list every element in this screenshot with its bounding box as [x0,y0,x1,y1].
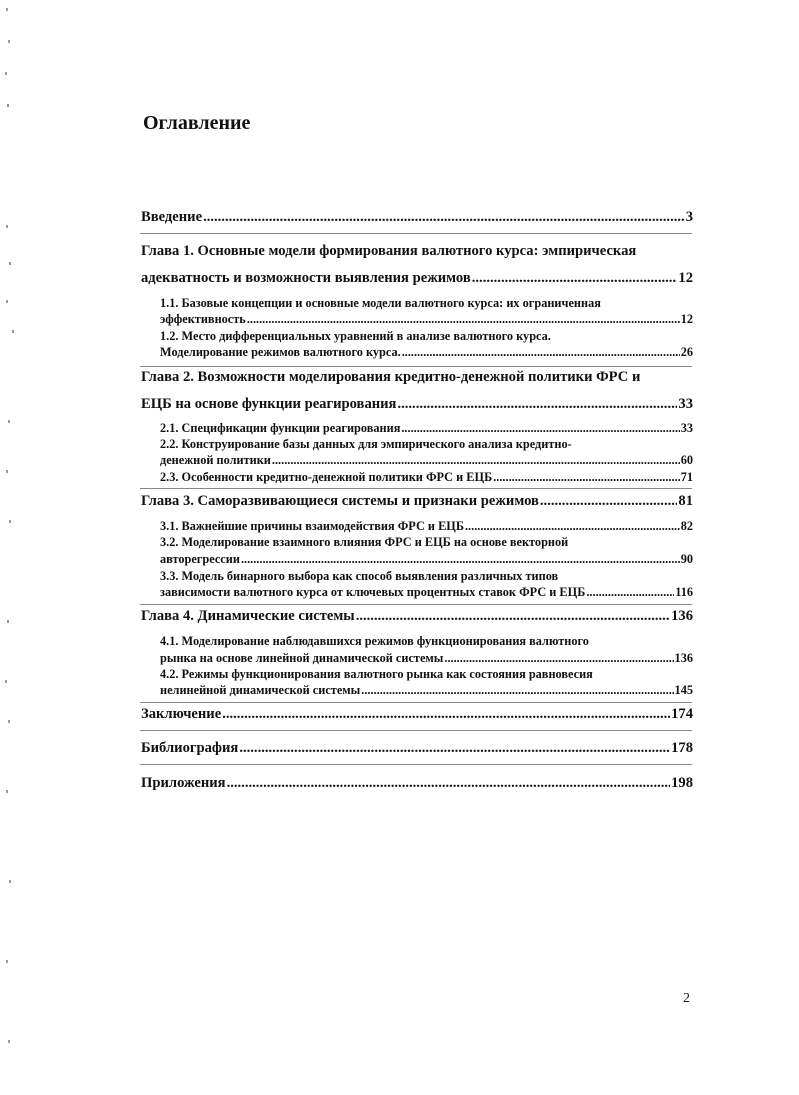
toc-entry-page: 145 [674,683,693,697]
toc-entry-label: денежной политики [160,453,271,467]
toc-entry-page: 116 [675,585,693,599]
toc-entry-page: 178 [671,740,693,756]
toc-entry-chapter-2[interactable] [141,396,693,413]
toc-entry-label: Введение [141,209,203,225]
toc-entry-chapter-4[interactable] [141,608,693,625]
toc-entry-page: 136 [674,651,693,665]
page-title: Оглавление [143,112,251,134]
toc-section-1-2-title[interactable]: 1.2. Место дифференциальных уравнений в анализе валютного курса. [160,329,551,343]
toc-entry-label: Моделирование режимов валютного курса. [160,345,401,359]
toc-entry-chapter-1[interactable] [141,270,693,287]
leader-dots [465,519,680,534]
toc-entry-label: эффективность [160,312,246,326]
divider [140,730,692,731]
toc-entry-page: 71 [680,470,693,484]
toc-entry-section-1-2[interactable] [160,345,693,360]
divider [140,366,692,367]
toc-entry-label: 3.1. Важнейшие причины взаимодействия ФРС и ЕЦБ [160,519,464,533]
leader-dots [241,552,680,567]
toc-entry-section-2-1[interactable] [160,421,693,436]
toc-entry-section-4-1[interactable] [160,651,693,666]
toc-entry-label: Приложения [141,775,226,791]
toc-entry-page: 81 [678,493,693,509]
toc-entry-bibliography[interactable] [141,740,693,757]
divider [140,233,692,234]
divider [140,702,692,703]
toc-entry-page: 33 [680,421,693,435]
toc-entry-page: 60 [680,453,693,467]
toc-chapter-1-title[interactable]: Глава 1. Основные модели формирования валютного курса: эмпирическая [141,243,637,259]
leader-dots [239,740,670,757]
toc-entry-section-3-1[interactable] [160,519,693,534]
toc-section-3-3-title[interactable]: 3.3. Модель бинарного выбора как способ выявления различных типов [160,569,559,583]
divider [140,604,692,605]
toc-entry-label: ЕЦБ на основе функции реагирования [141,396,397,412]
toc-entry-label: 2.3. Особенности кредитно-денежной политики ФРС и ЕЦБ [160,470,493,484]
toc-entry-appendices[interactable] [141,775,693,792]
toc-entry-page: 3 [685,209,693,225]
toc-entry-label: адекватность и возможности выявления режимов [141,270,471,286]
toc-entry-page: 174 [671,706,693,722]
toc-entry-section-2-2[interactable] [160,453,693,468]
toc-entry-section-4-2[interactable] [160,683,693,698]
toc-chapter-2-title[interactable]: Глава 2. Возможности моделирования кредитно-денежной политики ФРС и [141,369,641,385]
toc-entry-label: Заключение [141,706,222,722]
leader-dots [247,312,680,327]
leader-dots [493,470,680,485]
leader-dots [586,585,674,600]
toc-entry-page: 90 [680,552,693,566]
toc-entry-page: 82 [680,519,693,533]
toc-entry-chapter-3[interactable] [141,493,693,510]
toc-entry-conclusion[interactable] [141,706,693,723]
leader-dots [402,345,680,360]
leader-dots [227,775,671,792]
leader-dots [401,421,679,436]
leader-dots [472,270,678,287]
divider [140,764,692,765]
toc-entry-introduction[interactable] [141,209,693,226]
toc-entry-page: 12 [680,312,693,326]
toc-entry-label: нелинейной динамической системы [160,683,361,697]
toc-entry-label: авторегрессии [160,552,240,566]
leader-dots [222,706,670,723]
toc-entry-label: Глава 4. Динамические системы [141,608,355,624]
toc-entry-section-1-1[interactable] [160,312,693,327]
toc-entry-page: 136 [671,608,693,624]
leader-dots [361,683,673,698]
toc-entry-page: 198 [671,775,693,791]
leader-dots [203,209,685,226]
toc-entry-page: 26 [680,345,693,359]
leader-dots [397,396,677,413]
leader-dots [356,608,670,625]
toc-entry-label: Библиография [141,740,239,756]
toc-entry-section-2-3[interactable] [160,470,693,485]
toc-entry-page: 12 [678,270,693,286]
divider [140,488,692,489]
toc-section-4-1-title[interactable]: 4.1. Моделирование наблюдавшихся режимов функционирования валютного [160,634,589,648]
toc-section-1-1-title[interactable]: 1.1. Базовые концепции и основные модели валютного курса: их ограниченная [160,296,601,310]
toc-entry-label: зависимости валютного курса от ключевых процентных ставок ФРС и ЕЦБ [160,585,586,599]
leader-dots [272,453,680,468]
toc-entry-label: рынка на основе линейной динамической системы [160,651,444,665]
toc-entry-label: 2.1. Спецификации функции реагирования [160,421,401,435]
toc-entry-section-3-3[interactable] [160,585,693,600]
toc-section-2-2-title[interactable]: 2.2. Конструирование базы данных для эмпирического анализа кредитно- [160,437,572,451]
leader-dots [540,493,678,510]
toc-section-4-2-title[interactable]: 4.2. Режимы функционирования валютного рынка как состояния равновесия [160,667,593,681]
page-number: 2 [683,991,690,1006]
toc-section-3-2-title[interactable]: 3.2. Моделирование взаимного влияния ФРС и ЕЦБ на основе векторной [160,535,569,549]
toc-entry-section-3-2[interactable] [160,552,693,567]
leader-dots [444,651,673,666]
toc-entry-page: 33 [678,396,693,412]
toc-entry-label: Глава 3. Саморазвивающиеся системы и признаки режимов [141,493,539,509]
